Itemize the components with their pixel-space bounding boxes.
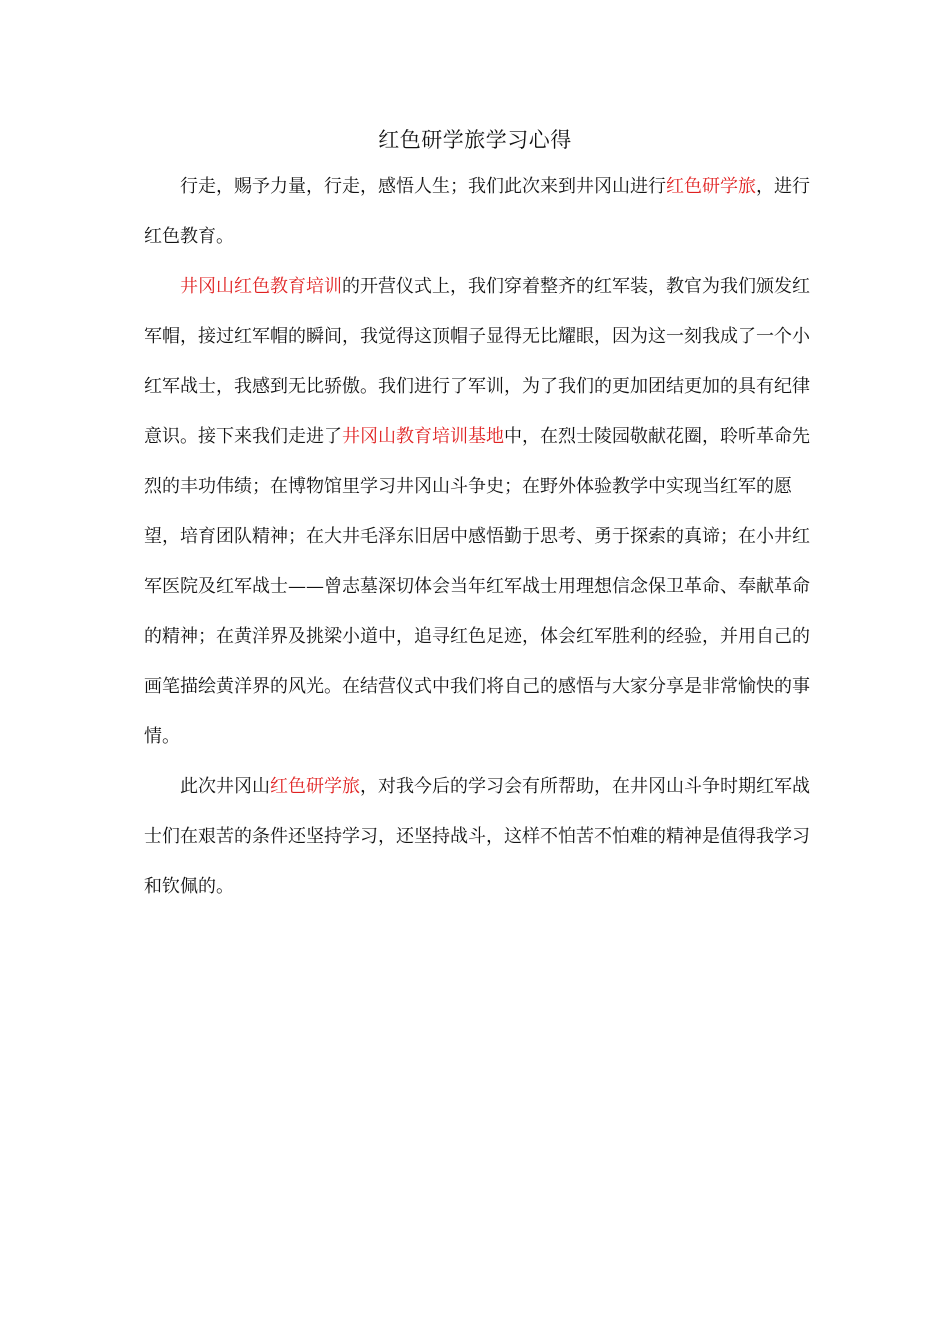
text-segment: 此次井冈山 [180,776,270,797]
document-title: 红色研学旅学习心得 [378,128,572,152]
paragraph-2 [144,262,810,762]
text-segment: ，进行红色教育。 [144,176,810,247]
text-segment: 的开营仪式上，我们穿着整齐的红军装，教官为我们颁发红军帽，接过红军帽的瞬间，我觉得这顶帽子显得无比耀眼，因为这一刻我成了一个小红军战士，我感到无比骄傲。我们进行了军训，为了我们的更加团结更加的具有纪律意识。接下来我们走进了 [144,276,810,447]
paragraph-3 [144,762,810,912]
paragraph-1 [144,162,810,262]
highlighted-keyword: 井冈山红色教育培训 [180,276,342,297]
document-body [144,162,810,912]
text-segment: 中，在烈士陵园敬献花圈，聆听革命先烈的丰功伟绩；在博物馆里学习井冈山斗争史；在野外体验教学中实现当红军的愿望，培育团队精神；在大井毛泽东旧居中感悟勤于思考、勇于探索的真谛；在小井红军医院及红军战士——曾志墓深切体会当年红军战士用理想信念保卫革命、奉献革命的精神；在黄洋界及挑梁小道中，追寻红色足迹，体会红军胜利的经验，并用自己的画笔描绘黄洋界的风光。在结营仪式中我们将自己的感悟与大家分享是非常愉快的事情。 [144,426,810,747]
highlighted-keyword: 红色研学旅 [270,776,360,797]
text-segment: 行走，赐予力量，行走，感悟人生；我们此次来到井冈山进行 [180,176,666,197]
text-segment: ，对我今后的学习会有所帮助，在井冈山斗争时期红军战士们在艰苦的条件还坚持学习，还坚持战斗，这样不怕苦不怕难的精神是值得我学习和钦佩的。 [144,776,810,897]
highlighted-keyword: 红色研学旅 [666,176,756,197]
highlighted-keyword: 井冈山教育培训基地 [342,426,504,447]
